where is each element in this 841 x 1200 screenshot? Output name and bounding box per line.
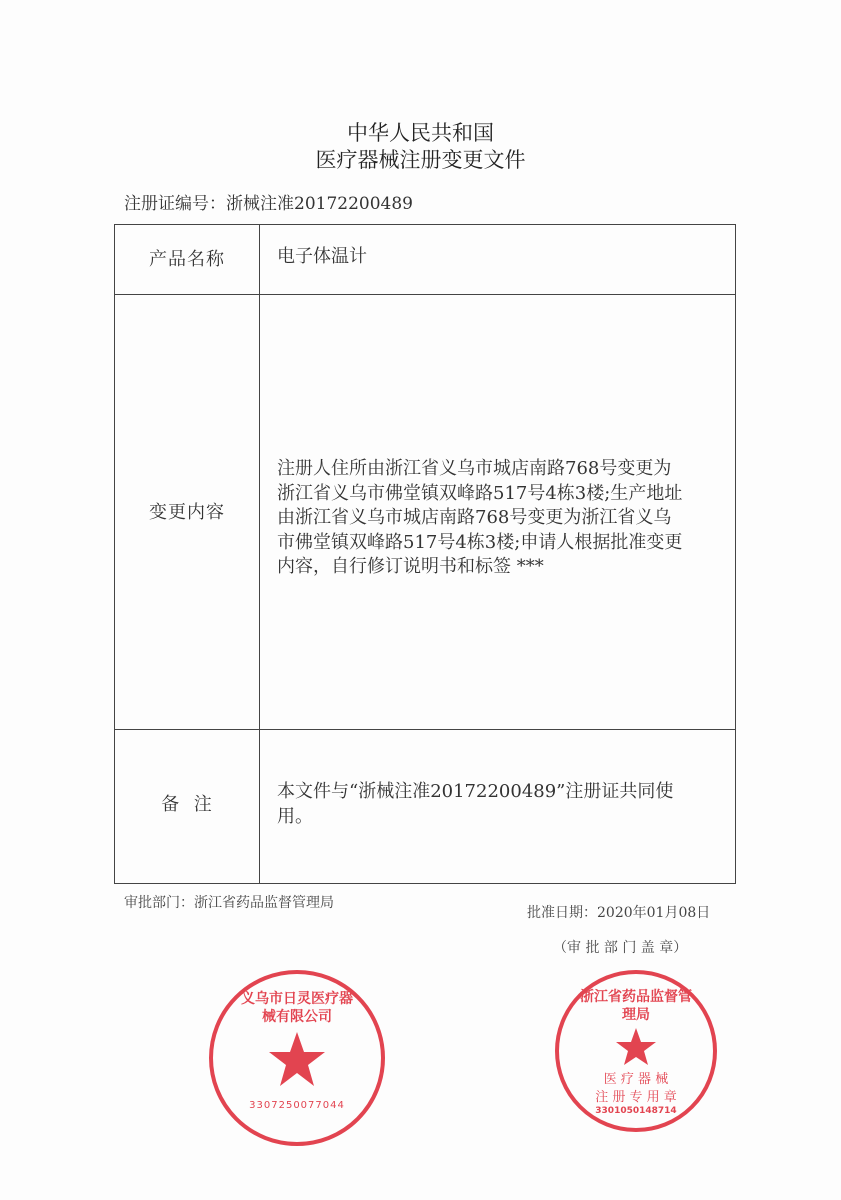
- change-line: 市佛堂镇双峰路517号4栋3楼;申请人根据批准变更: [277, 531, 683, 553]
- change-table: [114, 224, 736, 884]
- row-divider: [115, 729, 735, 730]
- title-country: 中华人民共和国: [347, 121, 494, 145]
- remark-line: 用。: [277, 805, 313, 827]
- remark-line: 本文件与“浙械注准20172200489”注册证共同使: [277, 781, 674, 802]
- change-line: 内容，自行修订说明书和标签 ***: [277, 556, 544, 577]
- change-content-value: [277, 457, 682, 580]
- remark-value: [277, 780, 673, 829]
- star-icon: [269, 1032, 325, 1086]
- change-content-label: 变更内容: [149, 502, 225, 523]
- seal-inner-text: 医 疗 器 械: [603, 1072, 669, 1087]
- seal-text: 浙江省药品监督管理局: [580, 989, 692, 1023]
- remark-label: 备 注: [161, 794, 213, 815]
- seal-text: 义乌市日灵医疗器械有限公司: [241, 991, 353, 1025]
- seal-inner-text: 注 册 专 用 章: [595, 1090, 677, 1105]
- seal-note: （审 批 部 门 盖 章）: [553, 940, 688, 956]
- registration-number: 注册证编号：浙械注准20172200489: [124, 194, 413, 214]
- product-name-label: 产品名称: [149, 249, 225, 270]
- star-icon: [616, 1028, 656, 1065]
- row-divider: [115, 294, 735, 295]
- seal-code: 3301050148714: [595, 1106, 677, 1116]
- title-document: 医疗器械注册变更文件: [315, 148, 526, 172]
- approval-department: 审批部门：浙江省药品监督管理局: [124, 895, 334, 911]
- seal-code: 3307250077044: [249, 1100, 345, 1111]
- column-divider: [259, 225, 260, 883]
- approval-date: 批准日期：2020年01月08日: [527, 905, 711, 921]
- company-seal: [207, 968, 387, 1148]
- change-line: 由浙江省义乌市城店南路768号变更为浙江省义乌: [277, 507, 672, 528]
- change-line: 浙江省义乌市佛堂镇双峰路517号4栋3楼;生产地址: [277, 482, 683, 504]
- change-line: 注册人住所由浙江省义乌市城店南路768号变更为: [277, 458, 672, 479]
- product-name-value: 电子体温计: [277, 246, 367, 267]
- authority-seal: [553, 968, 719, 1134]
